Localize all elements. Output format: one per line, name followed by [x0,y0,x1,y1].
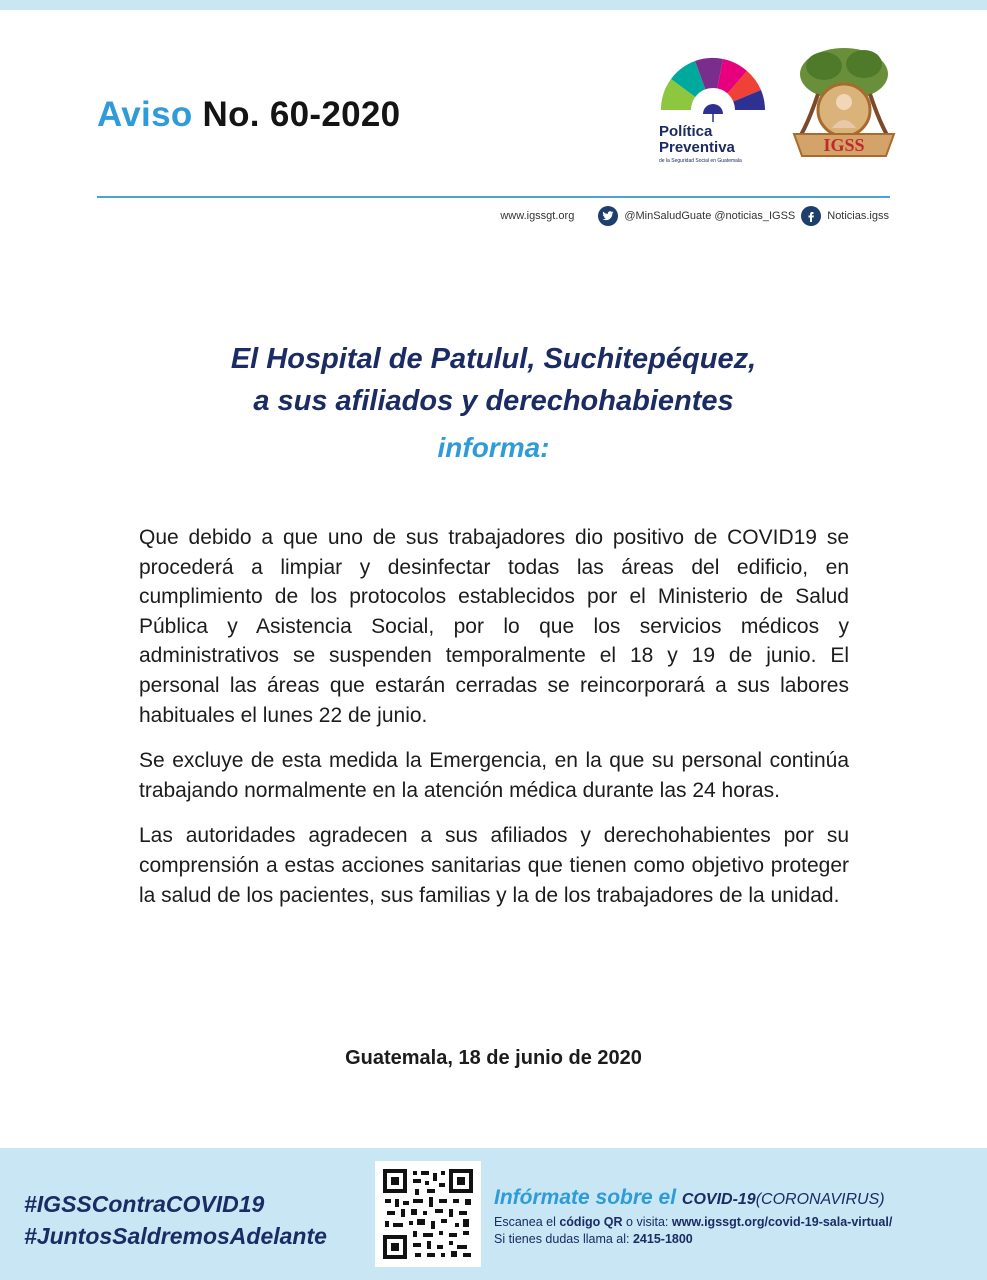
info-block [494,1186,892,1246]
politica-preventiva-logo [655,48,775,168]
facebook-icon [801,206,821,226]
aviso-number: No. 60-2020 [202,95,401,134]
virtual-room-link[interactable]: www.igssgt.org/covid-19-sala-virtual/ [671,1215,893,1229]
aviso-word: Aviso [97,95,193,134]
website-link[interactable]: www.igssgt.org [500,210,575,222]
hashtags [24,1188,327,1252]
body-paragraph-3: Las autoridades agradecen a sus afiliados y derechohabientes por su comprensión a estas acciones sanitarias que tienen como objetivo proteger la salud de los pacientes, sus familias y la de los trabajadores de la unidad. [139,824,849,907]
svg-text:IGSS: IGSS [823,135,865,155]
igss-logo [788,44,900,166]
info-heading: Infórmate sobre el COVID-19(CORONAVIRUS) [494,1186,885,1209]
twitter-icon [598,206,618,226]
social-links [500,206,889,226]
facebook-page[interactable]: Noticias.igss [827,210,889,222]
svg-text:Política: Política [659,123,713,140]
body-paragraph-2: Se excluye de esta medida la Emergencia, en la que su personal continúa trabajando normalmente en la atención médica durante las 24 horas. [139,749,849,802]
body-paragraph-1: Que debido a que uno de sus trabajadores dio positivo de COVID19 se procederá a limpiar y desinfectar todas las áreas del edificio, en cumplimiento de los protocolos establecidos por el Ministerio de Salud Pública y Asistencia Social, por lo que los servicios médicos y administrativos se suspenden temporalmente el 18 y 19 de junio. El personal las áreas que estarán cerradas se reincorporará a sus labores habituales el lunes 22 de junio. [139,526,849,727]
date-line: Guatemala, 18 de junio de 2020 [345,1047,642,1069]
aviso-title [97,95,400,135]
scan-line: Escanea el código QR o visita: www.igssgt.org/covid-19-sala-virtual/ [494,1215,893,1229]
headline [0,338,987,422]
call-line: Si tienes dudas llama al: 2415-1800 [494,1232,693,1246]
phone-number[interactable]: 2415-1800 [632,1232,693,1246]
hashtag-1: #IGSSContraCOVID19 [24,1191,265,1217]
twitter-handles[interactable]: @MinSaludGuate @noticias_IGSS [624,210,796,222]
footer-banner [0,1148,987,1280]
informa-label: informa: [437,432,550,463]
headline-line-1: El Hospital de Patulul, Suchitepéquez, [230,343,757,375]
notice-body [139,523,849,926]
svg-text:de la Seguridad Social en Guat: de la Seguridad Social en Guatemala [659,158,742,164]
headline-line-2: a sus afiliados y derechohabientes [253,385,734,417]
svg-text:Preventiva: Preventiva [659,139,735,156]
hashtag-2: #JuntosSaldremosAdelante [24,1223,327,1249]
header-divider [97,196,890,198]
qr-code[interactable] [375,1161,481,1267]
top-strip [0,0,987,10]
